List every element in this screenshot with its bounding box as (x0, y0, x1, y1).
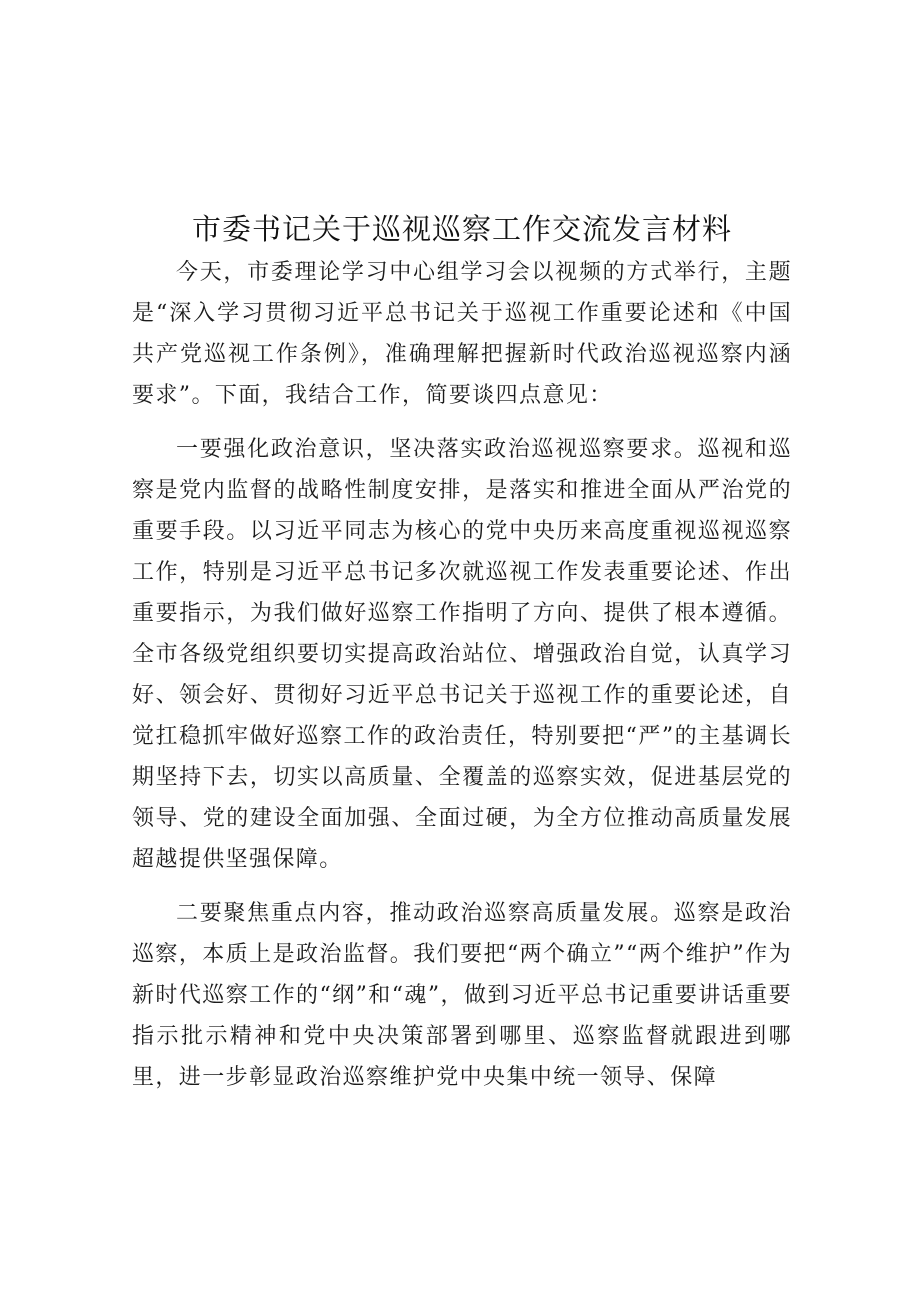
document-body (132, 252, 792, 1111)
paragraph-point-one: 一要强化政治意识，坚决落实政治巡视巡察要求。巡视和巡察是党内监督的战略性制度安排，是落实和推进全面从严治党的重要手段。以习近平同志为核心的党中央历来高度重视巡视巡察工作，特别是习近平总书记多次就巡视工作发表重要论述、作出重要指示，为我们做好巡察工作指明了方向、提供了根本遵循。全市各级党组织要切实提高政治站位、增强政治自觉，认真学习好、领会好、贯彻好习近平总书记关于巡视工作的重要论述，自觉扛稳抓牢做好巡察工作的政治责任，特别要把“严”的主基调长期坚持下去，切实以高质量、全覆盖的巡察实效，促进基层党的领导、党的建设全面加强、全面过硬，为全方位推动高质量发展超越提供坚强保障。 (132, 437, 792, 872)
paragraph-point-two: 二要聚焦重点内容，推动政治巡察高质量发展。巡察是政治巡察，本质上是政治监督。我们要把“两个确立”“两个维护”作为新时代巡察工作的“纲”和“魂”，做到习近平总书记重要讲话重要指示批示精神和党中央决策部署到哪里、巡察监督就跟进到哪里，进一步彰显政治巡察维护党中央集中统一领导、保障 (132, 901, 792, 1090)
paragraph-intro: 今天，市委理论学习中心组学习会以视频的方式举行，主题是“深入学习贯彻习近平总书记关于巡视工作重要论述和《中国共产党巡视工作条例》，准确理解把握新时代政治巡视巡察内涵要求”。下面，我结合工作，简要谈四点意见： (132, 260, 792, 408)
document-title: 市委书记关于巡视巡察工作交流发言材料 (191, 212, 732, 246)
